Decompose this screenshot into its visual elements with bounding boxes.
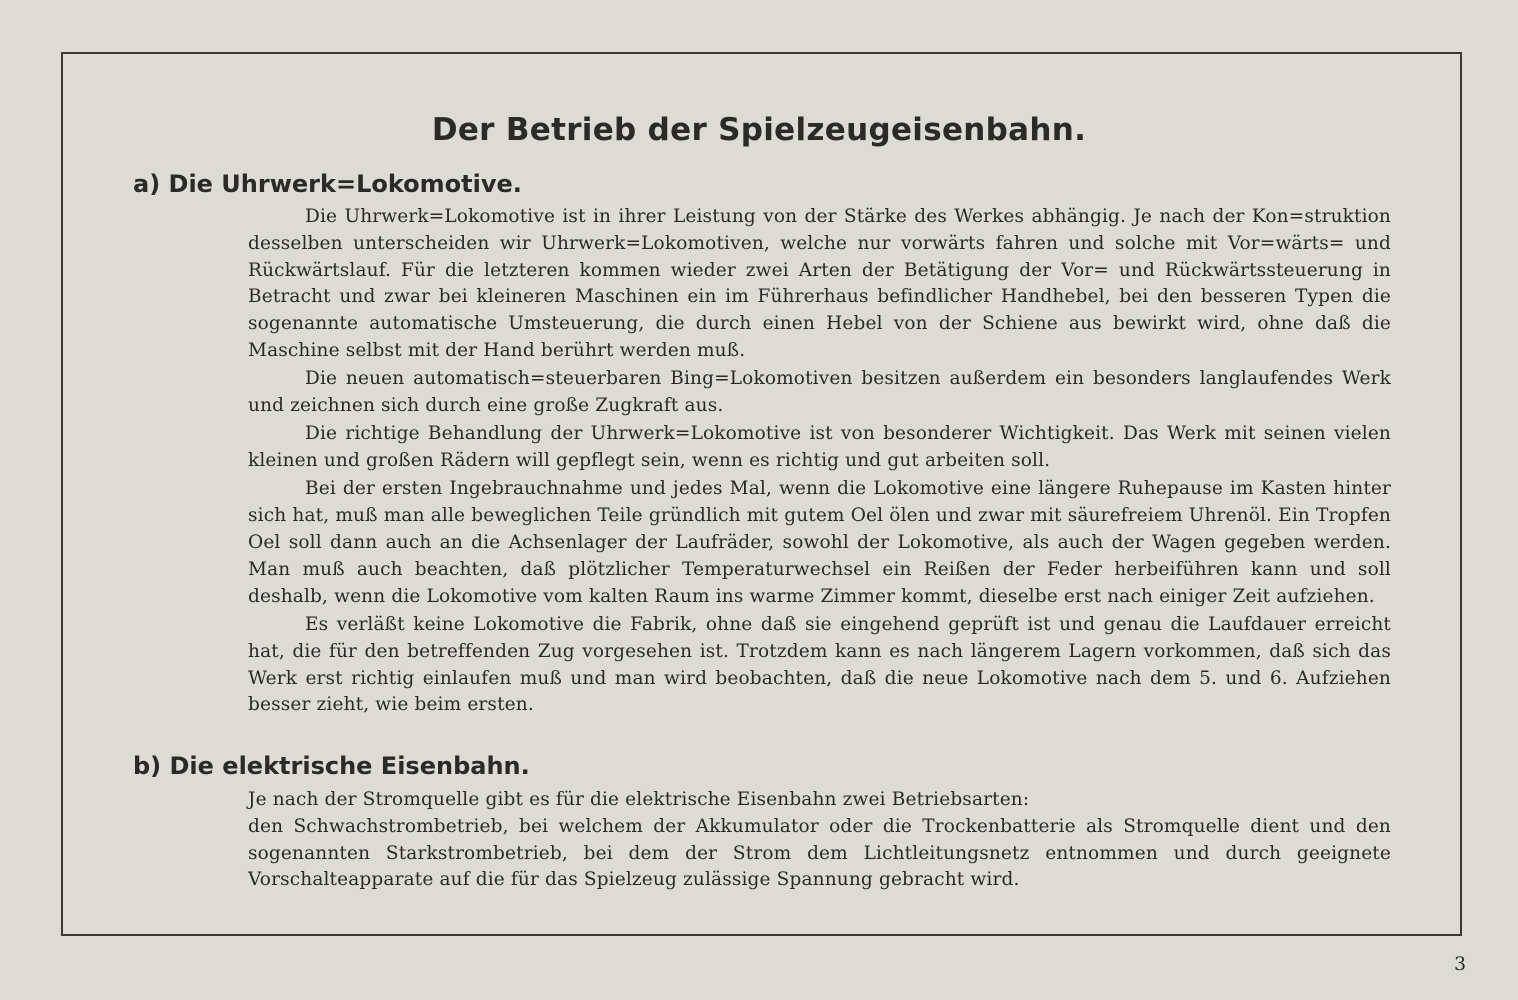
section-heading-b: b) Die elektrische Eisenbahn. bbox=[133, 752, 530, 780]
section-heading-a: a) Die Uhrwerk=Lokomotive. bbox=[133, 170, 522, 198]
paragraph: Die neuen automatisch=steuerbaren Bing=Lokomotiven besitzen außerdem ein besonders langlaufendes Werk und zeichnen sich durch eine große Zugkraft aus. bbox=[248, 368, 1391, 417]
page-number: 3 bbox=[1454, 953, 1467, 975]
paragraph: Die Uhrwerk=Lokomotive ist in ihrer Leistung von der Stärke des Werkes abhängig. Je nach der Kon=struktion desselben unterscheiden wir Uhrwerk=Lokomotiven, welche nur vorwärts fahren und solche mit Vor=wärts= und Rückwärtslauf. Für die letzteren kommen wieder zwei Arten der Betätigung der Vor= und Rückwärtssteuerung in Betracht und zwar bei kleineren Maschinen ein im Führerhaus befindlicher Handhebel, bei den besseren Typen die sogenannte automatische Umsteuerung, die durch einen Hebel von der Schiene aus bewirkt wird, ohne daß die Maschine selbst mit der Hand berührt werden muß. bbox=[248, 206, 1391, 361]
paragraph: den Schwachstrombetrieb, bei welchem der Akkumulator oder die Trockenbatterie als Stromquelle dient und den sogenannten Starkstrombetrieb, bei dem der Strom dem Lichtleitungsnetz entnommen und durch geeignete Vorschalteapparate auf die für das Spielzeug zulässige Spannung gebracht wird. bbox=[248, 815, 1391, 891]
section-a-body bbox=[248, 204, 1391, 721]
paragraph: Bei der ersten Ingebrauchnahme und jedes Mal, wenn die Lokomotive eine längere Ruhepause im Kasten hinter sich hat, muß man alle beweglichen Teile gründlich mit gutem Oel ölen und zwar mit säurefreiem Uhrenöl. Ein Tropfen Oel soll dann auch an die Achsenlager der Laufräder, sowohl der Lokomotive, als auch der Wagen gegeben werden. Man muß auch beachten, daß plötzlicher Temperaturwechsel ein Reißen der Feder herbeiführen kann und soll deshalb, wenn die Lokomotive vom kalten Raum ins warme Zimmer kommt, dieselbe erst nach einiger Zeit aufziehen. bbox=[248, 478, 1391, 607]
page-title: Der Betrieb der Spielzeugeisenbahn. bbox=[431, 112, 1087, 148]
paragraph: Es verläßt keine Lokomotive die Fabrik, ohne daß sie eingehend geprüft ist und genau die Laufdauer erreicht hat, die für den betreffenden Zug vorgesehen ist. Trotzdem kann es nach längerem Lagern vorkommen, daß sich das Werk erst richtig einlaufen muß und man wird beobachten, daß die neue Lokomotive nach dem 5. und 6. Aufziehen besser zieht, wie beim ersten. bbox=[248, 613, 1391, 716]
paragraph: Je nach der Stromquelle gibt es für die elektrische Eisenbahn zwei Betriebsarten: bbox=[248, 789, 1030, 810]
section-b-body bbox=[248, 787, 1391, 894]
paragraph: Die richtige Behandlung der Uhrwerk=Lokomotive ist von besonderer Wichtigkeit. Das Werk mit seinen vielen kleinen und großen Rädern will gepflegt sein, wenn es richtig und gut arbeiten soll. bbox=[248, 423, 1391, 472]
